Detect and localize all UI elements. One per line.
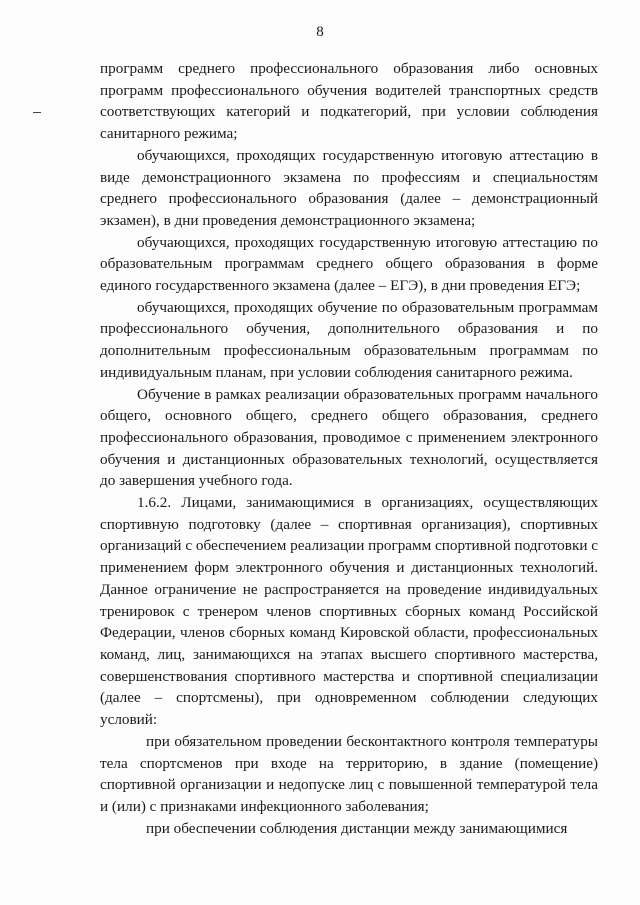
paragraph-distance-keeping: при обеспечении соблюдения дистанции между занимающимися bbox=[146, 819, 568, 837]
page-number: 8 bbox=[316, 24, 324, 40]
paragraph-ege: обучающихся, проходящих государственную итоговую аттестацию по образовательным программам среднего общего образования в форме единого государственного экзамена (далее – ЕГЭ), в дни проведения ЕГЭ; bbox=[100, 233, 598, 295]
paragraph-distance-learning: Обучение в рамках реализации образовательных программ начального общего, основного общего, среднего общего образования, среднего профессионального образования, проводимое с применением электронного обучения и дистанционных образовательных технологий, осуществляется до завершения учебного года. bbox=[100, 385, 598, 490]
paragraph-continuation: программ среднего профессионального образования либо основных программ профессионального обучения водителей транспортных средств соответствующих категорий и подкатегорий, при условии соблюдения санитарного режима; bbox=[100, 60, 598, 143]
paragraph-professional-training: обучающихся, проходящих обучение по образовательным программам профессионального обучения, дополнительного образования и по дополнительным профессиональным образовательным программам по индивидуальным планам, при условии соблюдения санитарного режима. bbox=[100, 298, 598, 381]
document-body bbox=[100, 58, 598, 839]
paragraph-1-6-2: 1.6.2. Лицами, занимающимися в организациях, осуществляющих спортивную подготовку (далее – спортивная организация), спортивных организаций с обеспечением реализации программ спортивной подготовки с применением форм электронного обучения и дистанционных технологий. Данное ограничение не распространяется на проведение индивидуальных тренировок с тренером членов спортивных сборных команд Российской Федерации, членов сборных команд Кировской области, профессиональных команд, лиц, занимающихся на этапах высшего спортивного мастерства, совершенствования спортивного мастерства и спортивной специализации (далее – спортсмены), при одновременном соблюдении следующих условий: bbox=[100, 494, 598, 729]
paragraph-demo-exam: обучающихся, проходящих государственную итоговую аттестацию в виде демонстрационного экзамена по профессиям и специальностям среднего профессионального образования (далее – демонстрационный экзамен), в дни проведения демонстрационного экзамена; bbox=[100, 146, 598, 229]
margin-mark bbox=[33, 112, 41, 113]
paragraph-temperature-control: при обязательном проведении бесконтактного контроля температуры тела спортсменов при входе на территорию, в здание (помещение) спортивной организации и недопуске лиц с повышенной температурой тела и (или) с признаками инфекционного заболевания; bbox=[100, 732, 598, 815]
